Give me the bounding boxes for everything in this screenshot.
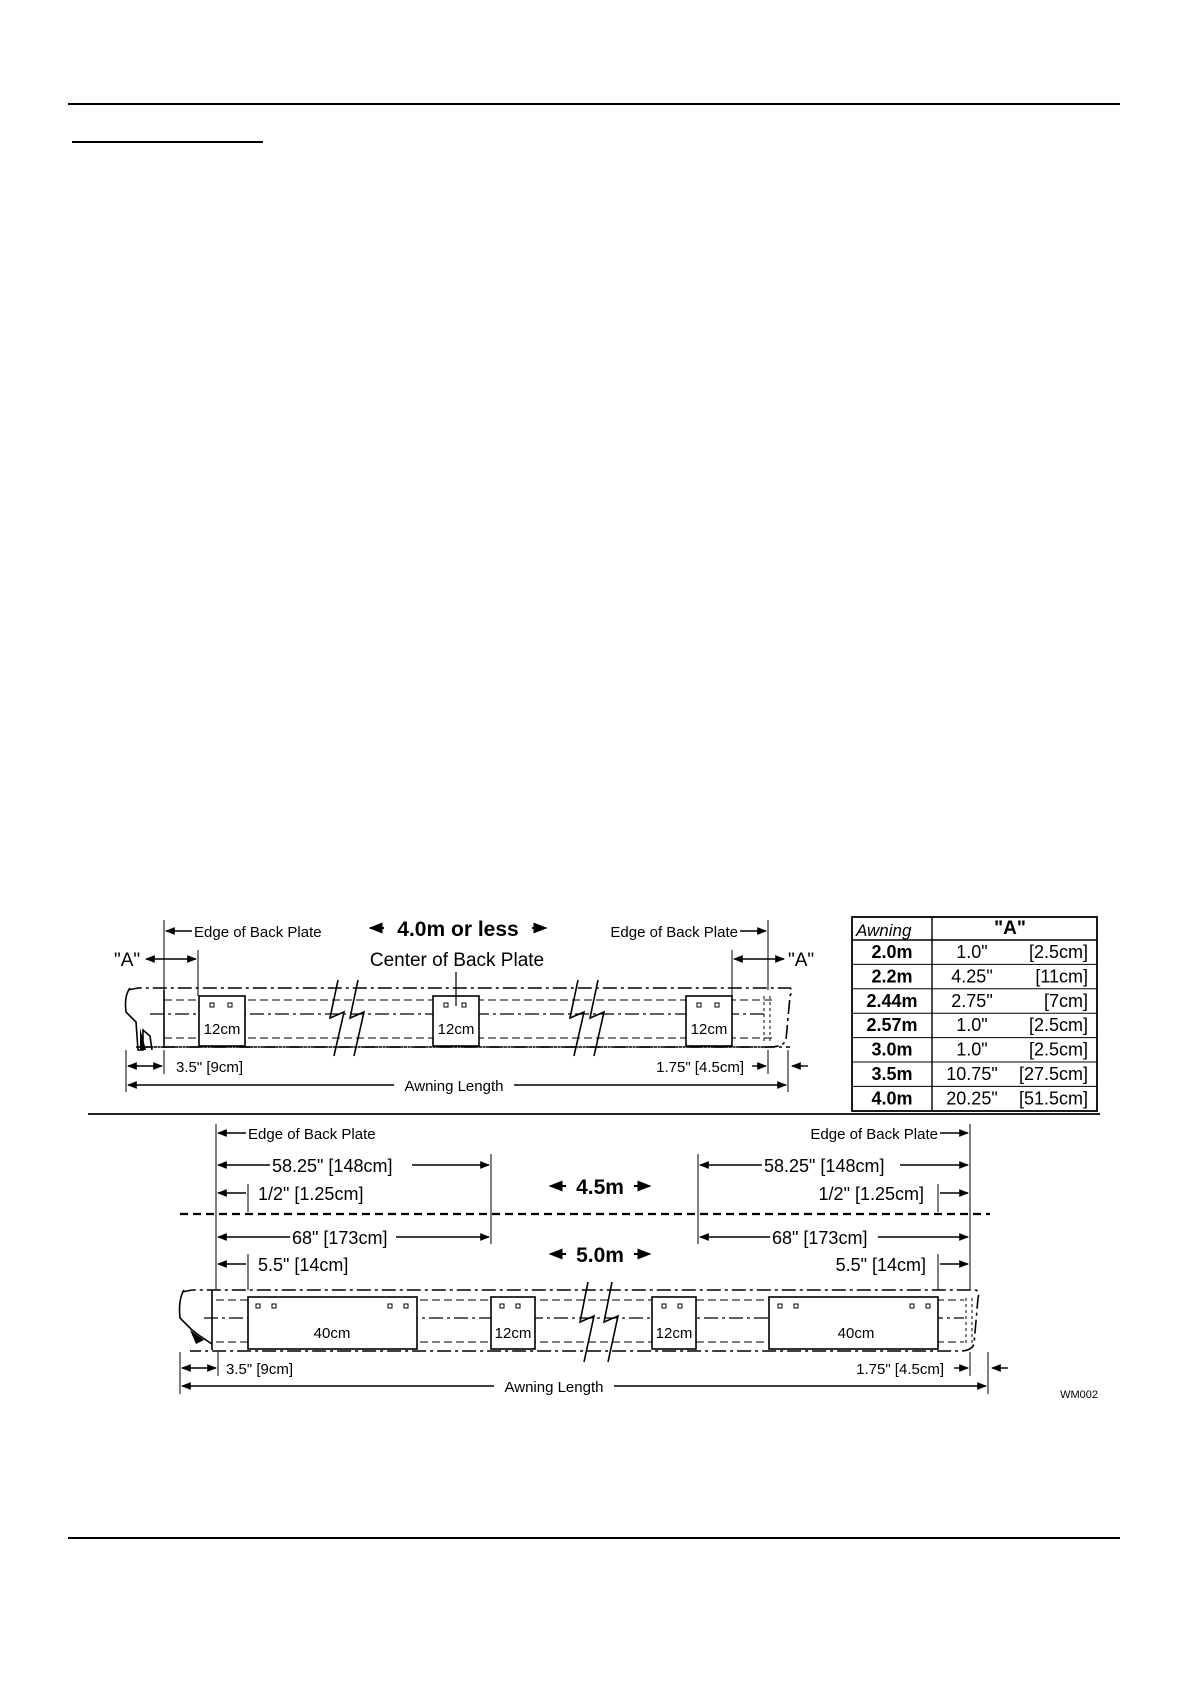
table-cell-awning: 4.0m <box>871 1088 913 1109</box>
plate-label: 12cm <box>203 1021 241 1038</box>
size-label-4m: 4.0m or less <box>397 918 519 941</box>
plate-label: 12cm <box>655 1325 693 1342</box>
end-offset-right: 1.75" [4.5cm] <box>856 1361 944 1378</box>
awning-length-label: Awning Length <box>504 1379 604 1396</box>
table-cell-inches: 2.75" <box>951 990 993 1011</box>
size-label-5m: 5.0m <box>576 1244 624 1267</box>
plate-label: 12cm <box>690 1021 728 1038</box>
table-cell-awning: 2.44m <box>866 990 918 1011</box>
table-cell-inches: 20.25" <box>946 1088 998 1109</box>
edge-of-back-plate-left: Edge of Back Plate <box>248 1126 376 1143</box>
bottom-back-plate-12-right <box>652 1297 696 1349</box>
table-cell-awning: 3.5m <box>871 1064 913 1084</box>
table-header-awning: Awning <box>856 921 912 940</box>
right-end-cap <box>966 1298 972 1348</box>
dimension-58-right: 58.25" [148cm] <box>764 1156 885 1176</box>
table-cell-cm: [51.5cm] <box>1018 1088 1088 1109</box>
table-cell-inches: 4.25" <box>951 966 993 987</box>
size-label-4-5m: 4.5m <box>576 1176 624 1199</box>
a-dimension-table <box>852 917 1097 1111</box>
dimension-68-left: 68" [173cm] <box>292 1228 388 1248</box>
edge-of-back-plate-right: Edge of Back Plate <box>810 1126 938 1143</box>
table-cell-inches: 1.0" <box>956 1015 988 1036</box>
dimension-68-right: 68" [173cm] <box>772 1228 868 1248</box>
a-dimension-right: "A" <box>788 950 815 971</box>
dimension-58-left: 58.25" [148cm] <box>272 1156 393 1176</box>
table-cell-cm: [7cm] <box>1043 990 1088 1011</box>
table-cell-cm: [2.5cm] <box>1028 942 1088 962</box>
table-cell-cm: [2.5cm] <box>1028 1039 1088 1060</box>
table-cell-inches: 1.0" <box>956 1039 988 1060</box>
end-offset-left: 3.5" [9cm] <box>226 1361 294 1378</box>
dimension-55-left: 5.5" [14cm] <box>258 1255 349 1275</box>
bottom-awning-diagram <box>180 1124 1099 1401</box>
dimension-55-right: 5.5" [14cm] <box>835 1255 926 1275</box>
table-header-a: "A" <box>994 918 1026 939</box>
table-cell-cm: [2.5cm] <box>1028 1015 1088 1036</box>
table-cell-inches: 10.75" <box>946 1064 998 1084</box>
bottom-back-plate-40-right <box>769 1297 938 1349</box>
end-offset-left: 3.5" [9cm] <box>176 1059 244 1076</box>
drawing-code: WM002 <box>1060 1389 1098 1401</box>
plate-label: 12cm <box>494 1325 532 1342</box>
right-end-cap <box>764 996 770 1044</box>
rail-break-marks <box>580 1282 618 1362</box>
plate-label: 12cm <box>437 1021 475 1038</box>
top-back-plate-left <box>199 996 245 1046</box>
top-back-plate-right <box>686 996 732 1046</box>
edge-of-back-plate-left: Edge of Back Plate <box>194 924 322 941</box>
plate-label: 40cm <box>837 1325 875 1342</box>
table-cell-inches: 1.0" <box>956 942 988 962</box>
end-offset-right: 1.75" [4.5cm] <box>656 1059 744 1076</box>
edge-of-back-plate-right: Edge of Back Plate <box>610 924 738 941</box>
bottom-back-plate-12-left <box>491 1297 535 1349</box>
table-cell-awning: 3.0m <box>871 1039 913 1060</box>
table-cell-awning: 2.0m <box>871 942 913 962</box>
center-of-back-plate-label: Center of Back Plate <box>369 950 545 971</box>
left-end-cap <box>126 988 165 1050</box>
top-awning-diagram <box>114 918 814 1095</box>
table-rows <box>852 942 1097 1108</box>
table-cell-cm: [11cm] <box>1035 966 1088 987</box>
a-dimension-left: "A" <box>114 950 141 971</box>
bottom-back-plate-40-left <box>248 1297 417 1349</box>
table-cell-awning: 2.2m <box>871 966 913 987</box>
plate-label: 40cm <box>313 1325 351 1342</box>
dimension-half-right: 1/2" [1.25cm] <box>818 1184 924 1204</box>
table-cell-awning: 2.57m <box>866 1015 918 1036</box>
table-cell-cm: [27.5cm] <box>1018 1064 1088 1084</box>
dimension-half-left: 1/2" [1.25cm] <box>258 1184 364 1204</box>
awning-length-label: Awning Length <box>404 1078 504 1095</box>
